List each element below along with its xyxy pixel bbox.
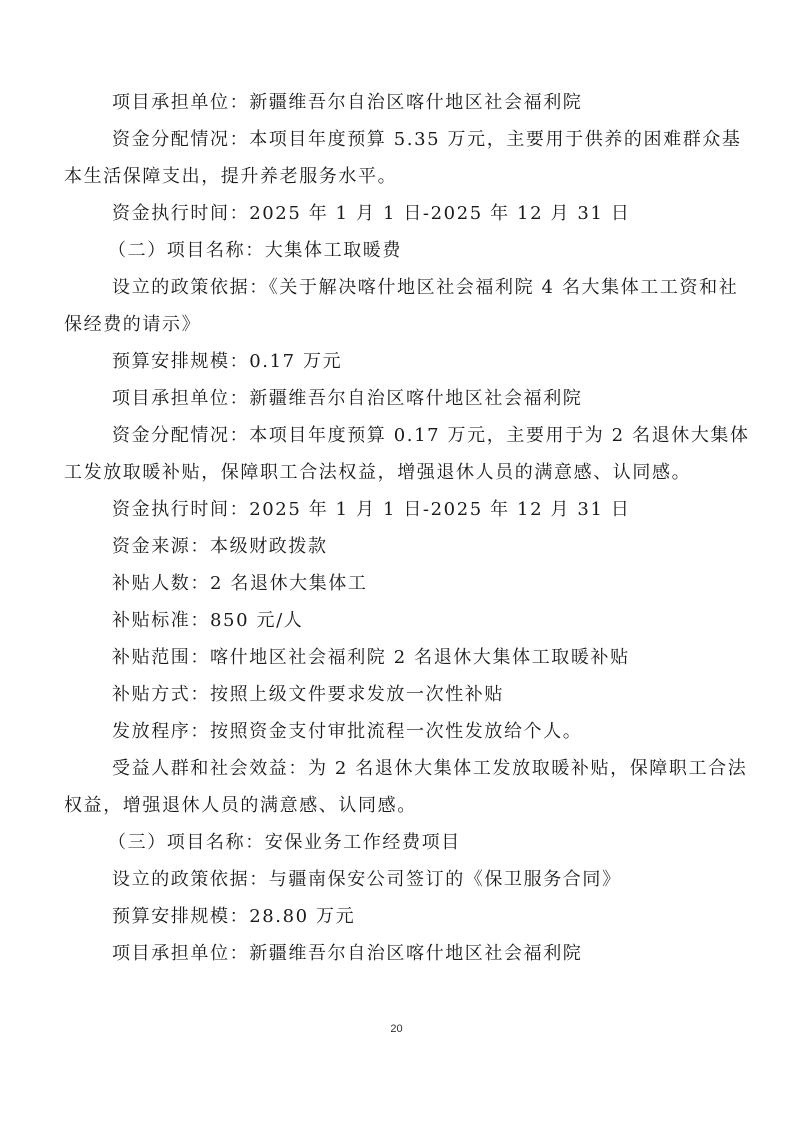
paragraph-budget-scale xyxy=(112,898,712,935)
paragraph-fund-allocation xyxy=(64,121,742,195)
paragraph-beneficiaries xyxy=(64,750,748,824)
text-line: 设立的政策依据：与疆南保安公司签订的《保卫服务合同》 xyxy=(112,869,622,890)
text-line: 资金执行时间：2025 年 1 月 1 日-2025 年 12 月 31 日 xyxy=(112,203,631,224)
text-line: 资金执行时间：2025 年 1 月 1 日-2025 年 12 月 31 日 xyxy=(112,499,631,520)
text-line: 项目承担单位：新疆维吾尔自治区喀什地区社会福利院 xyxy=(112,92,583,113)
text-line: 工发放取暖补贴，保障职工合法权益，增强退休人员的满意感、认同感。 xyxy=(64,462,692,483)
text-line: 设立的政策依据：《关于解决喀什地区社会福利院 4 名大集体工工资和社 xyxy=(112,277,739,298)
paragraph-undertaking-unit xyxy=(112,935,712,972)
text-line: 补贴标准：850 元/人 xyxy=(112,610,304,631)
text-line: 资金分配情况：本项目年度预算 0.17 万元，主要用于为 2 名退休大集体 xyxy=(112,425,750,446)
paragraph-budget-scale xyxy=(112,343,712,380)
section-title: （三）项目名称：安保业务工作经费项目 xyxy=(108,832,461,853)
text-line: 资金来源：本级财政拨款 xyxy=(112,536,328,557)
paragraph-subsidy-standard xyxy=(112,602,712,639)
section-heading-2 xyxy=(108,232,712,269)
page-number: 20 xyxy=(390,1023,403,1035)
paragraph-distribution-procedure xyxy=(112,713,712,750)
paragraph-undertaking-unit xyxy=(112,84,712,121)
text-line: 本生活保障支出，提升养老服务水平。 xyxy=(64,166,398,187)
text-line: 预算安排规模：28.80 万元 xyxy=(112,906,356,927)
text-line: 发放程序：按照资金支付审批流程一次性发放给个人。 xyxy=(112,721,583,742)
text-line: 补贴人数：2 名退休大集体工 xyxy=(112,573,368,594)
paragraph-execution-time xyxy=(112,491,712,528)
paragraph-fund-source xyxy=(112,528,712,565)
text-line: 预算安排规模：0.17 万元 xyxy=(112,351,343,372)
paragraph-fund-allocation xyxy=(64,417,750,491)
section-title: （二）项目名称：大集体工取暖费 xyxy=(108,240,402,261)
section-heading-3 xyxy=(108,824,712,861)
text-line: 受益人群和社会效益：为 2 名退休大集体工发放取暖补贴，保障职工合法 xyxy=(112,758,748,779)
text-line: 项目承担单位：新疆维吾尔自治区喀什地区社会福利院 xyxy=(112,943,583,964)
paragraph-policy-basis xyxy=(112,861,712,898)
paragraph-undertaking-unit xyxy=(112,380,712,417)
paragraph-subsidy-count xyxy=(112,565,712,602)
text-line: 权益，增强退休人员的满意感、认同感。 xyxy=(64,795,417,816)
paragraph-execution-time xyxy=(112,195,712,232)
paragraph-subsidy-method xyxy=(112,676,712,713)
paragraph-policy-basis xyxy=(64,269,739,343)
paragraph-subsidy-scope xyxy=(112,639,712,676)
document-body xyxy=(64,84,750,972)
text-line: 补贴方式：按照上级文件要求发放一次性补贴 xyxy=(112,684,504,705)
text-line: 资金分配情况：本项目年度预算 5.35 万元，主要用于供养的困难群众基 xyxy=(112,129,742,150)
text-line: 项目承担单位：新疆维吾尔自治区喀什地区社会福利院 xyxy=(112,388,583,409)
text-line: 补贴范围：喀什地区社会福利院 2 名退休大集体工取暖补贴 xyxy=(112,647,630,668)
text-line: 保经费的请示》 xyxy=(64,314,202,335)
